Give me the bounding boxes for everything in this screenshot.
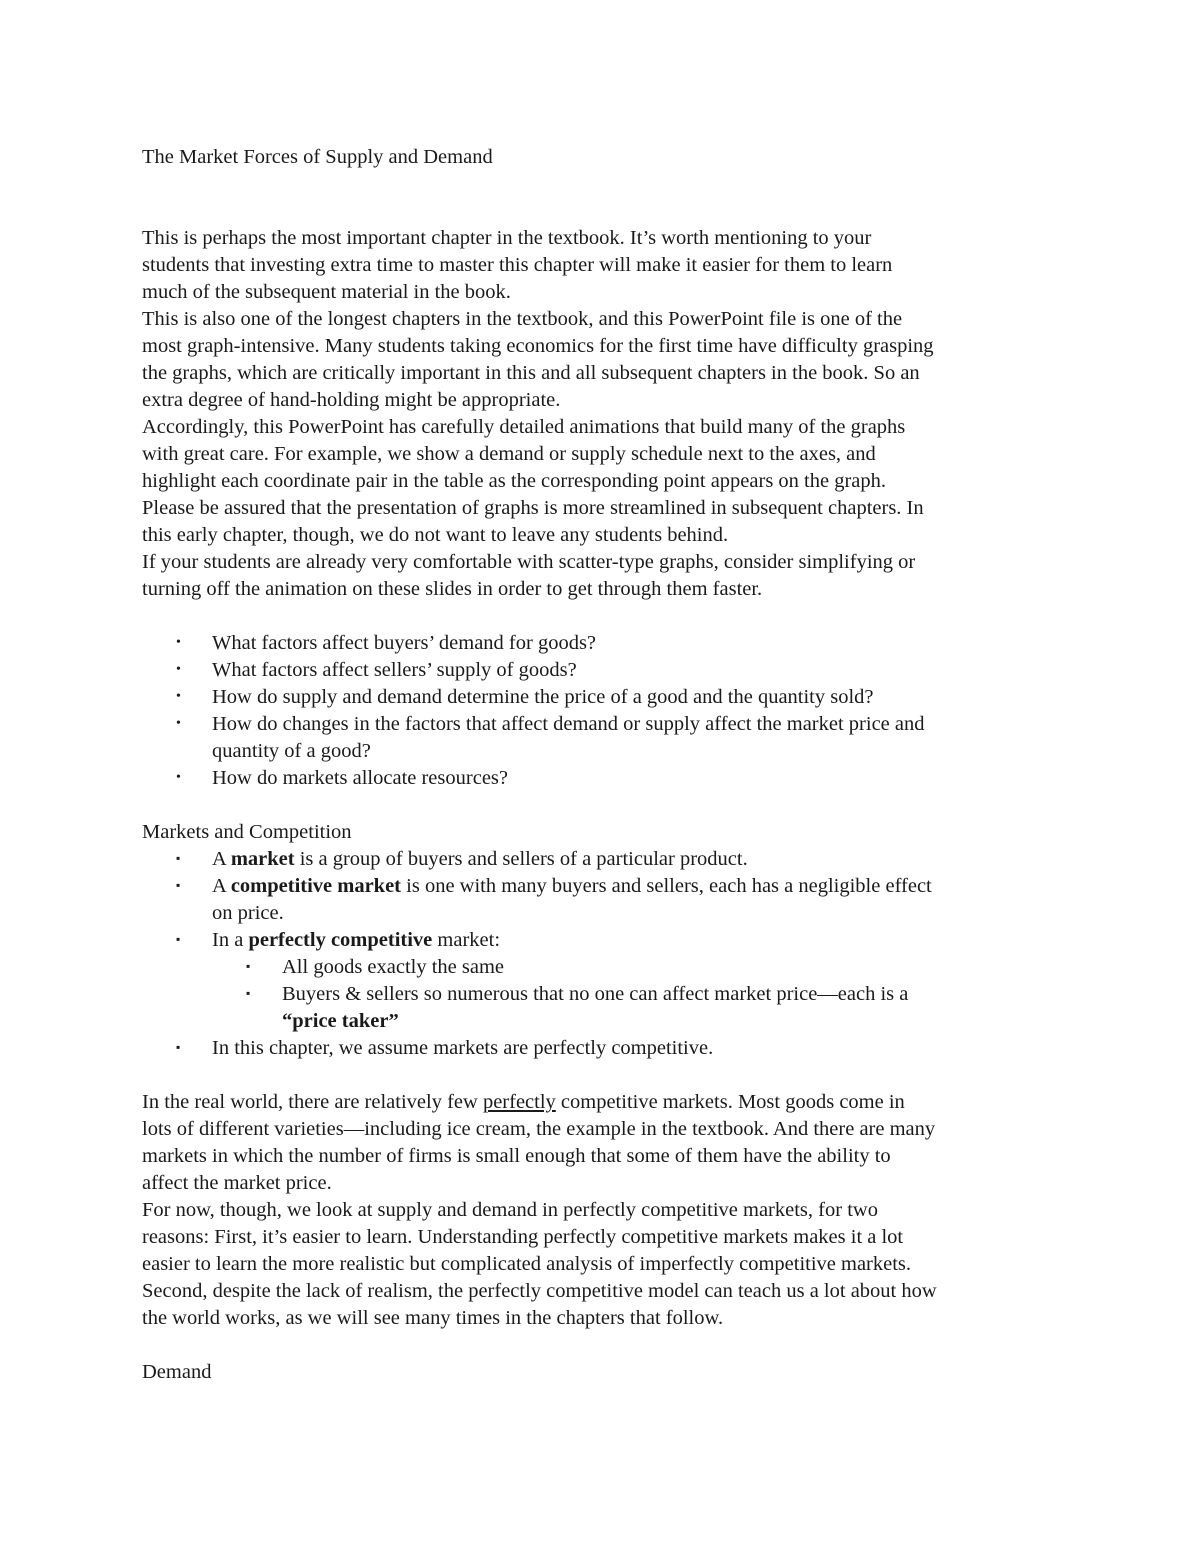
intro-line: with great care. For example, we show a demand or supply schedule next to the axes, and	[142, 443, 876, 465]
real-world-line: For now, though, we look at supply and demand in perfectly competitive markets, for two	[142, 1199, 878, 1221]
sub-item: All goods exactly the same	[282, 956, 505, 978]
question-item: What factors affect buyers’ demand for goods?	[212, 632, 597, 654]
square-bullet: ▪	[176, 851, 181, 865]
question-item: How do supply and demand determine the price of a good and the quantity sold?	[212, 686, 874, 708]
square-bullet: ▪	[176, 1040, 181, 1054]
intro-line: This is also one of the longest chapters in the textbook, and this PowerPoint file is one of the	[142, 308, 903, 330]
bullet-dot: •	[176, 689, 181, 704]
question-item: What factors affect sellers’ supply of goods?	[212, 659, 577, 681]
square-bullet: ▪	[176, 932, 181, 946]
intro-line: this early chapter, though, we do not want to leave any students behind.	[142, 524, 729, 546]
real-world-line: easier to learn the more realistic but complicated analysis of imperfectly competitive markets.	[142, 1253, 912, 1275]
real-world-line: In the real world, there are relatively few perfectly competitive markets. Most goods come in	[142, 1091, 905, 1113]
real-world-line: the world works, as we will see many times in the chapters that follow.	[142, 1307, 724, 1329]
intro-line: turning off the animation on these slides in order to get through them faster.	[142, 578, 763, 600]
real-world-line: affect the market price.	[142, 1172, 332, 1194]
real-world-line: markets in which the number of firms is small enough that some of them have the ability to	[142, 1145, 891, 1167]
section-heading-markets: Markets and Competition	[142, 821, 352, 843]
intro-line: most graph-intensive. Many students taking economics for the first time have difficulty grasping	[142, 335, 934, 357]
bullet-dot: •	[176, 635, 181, 650]
square-bullet: ▪	[176, 878, 181, 892]
perfectly-competitive-intro: In a perfectly competitive market:	[212, 929, 501, 951]
real-world-line: reasons: First, it’s easier to learn. Understanding perfectly competitive markets makes it a lot	[142, 1226, 904, 1248]
real-world-line: lots of different varieties—including ice cream, the example in the textbook. And there are many	[142, 1118, 936, 1140]
real-world-line: Second, despite the lack of realism, the perfectly competitive model can teach us a lot about how	[142, 1280, 937, 1302]
sub-item: Buyers & sellers so numerous that no one can affect market price—each is a	[282, 983, 909, 1005]
intro-line: Please be assured that the presentation of graphs is more streamlined in subsequent chapters. In	[142, 497, 924, 519]
competitive-market-definition: A competitive market is one with many buyers and sellers, each has a negligible effect	[212, 875, 932, 897]
square-bullet-sub: ▪	[246, 959, 251, 973]
bullet-dot: •	[176, 770, 181, 785]
price-taker-term: “price taker”	[282, 1010, 399, 1032]
intro-line: Accordingly, this PowerPoint has carefully detailed animations that build many of the graphs	[142, 416, 906, 438]
square-bullet-sub: ▪	[246, 986, 251, 1000]
question-item-continued: quantity of a good?	[212, 740, 371, 762]
intro-line: much of the subsequent material in the book.	[142, 281, 511, 303]
question-item: How do changes in the factors that affect demand or supply affect the market price and	[212, 713, 925, 735]
bullet-dot: •	[176, 662, 181, 677]
assumption-item: In this chapter, we assume markets are perfectly competitive.	[212, 1037, 714, 1059]
bullet-dot: •	[176, 716, 181, 731]
intro-line: the graphs, which are critically important in this and all subsequent chapters in the book. So an	[142, 362, 920, 384]
intro-line: This is perhaps the most important chapter in the textbook. It’s worth mentioning to your	[142, 227, 872, 249]
competitive-market-continued: on price.	[212, 902, 284, 924]
market-definition: A market is a group of buyers and sellers of a particular product.	[212, 848, 748, 870]
intro-line: If your students are already very comfortable with scatter-type graphs, consider simplifying or	[142, 551, 916, 573]
intro-line: extra degree of hand-holding might be appropriate.	[142, 389, 561, 411]
intro-line: highlight each coordinate pair in the table as the corresponding point appears on the graph.	[142, 470, 887, 492]
section-heading-demand: Demand	[142, 1361, 212, 1383]
intro-line: students that investing extra time to master this chapter will make it easier for them to learn	[142, 254, 893, 276]
question-item: How do markets allocate resources?	[212, 767, 508, 789]
document-title: The Market Forces of Supply and Demand	[142, 146, 493, 168]
